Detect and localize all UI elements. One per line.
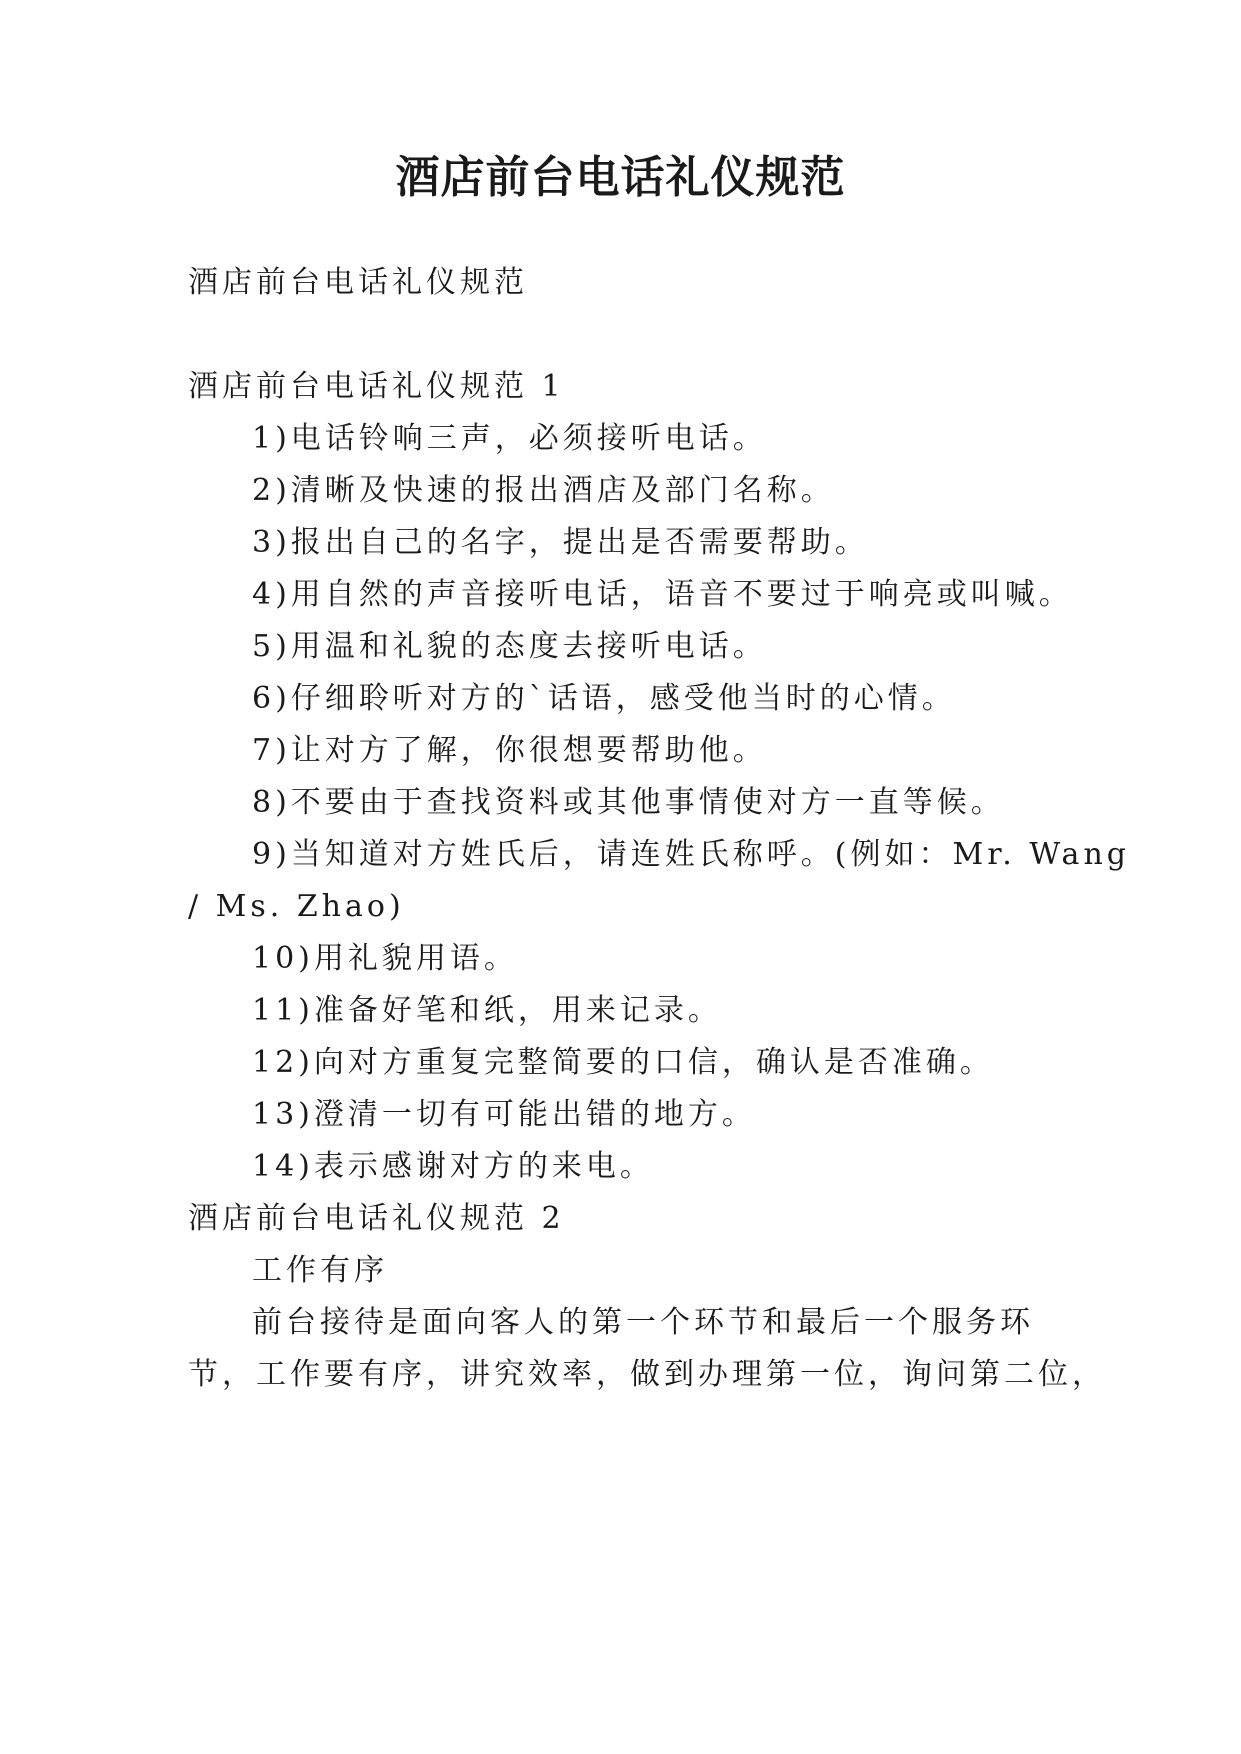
list-item: 11)准备好笔和纸，用来记录。 [252, 993, 722, 1028]
paragraph-line: 前台接待是面向客人的第一个环节和最后一个服务环 [252, 1305, 1034, 1340]
list-item: 9)当知道对方姓氏后，请连姓氏称呼。(例如：Mr. Wang [252, 837, 1130, 872]
section-heading-2: 酒店前台电话礼仪规范 2 [188, 1201, 565, 1236]
section-heading-1: 酒店前台电话礼仪规范 1 [188, 369, 565, 404]
list-item: 13)澄清一切有可能出错的地方。 [252, 1097, 756, 1132]
list-item-continuation: / Ms. Zhao) [188, 889, 405, 924]
document-title: 酒店前台电话礼仪规范 [395, 152, 846, 203]
list-item: 6)仔细聆听对方的`话语，感受他当时的心情。 [252, 681, 956, 716]
paragraph-line: 节，工作要有序，讲究效率，做到办理第一位，询问第二位， [188, 1357, 1106, 1392]
section-subheading: 工作有序 [252, 1253, 388, 1288]
list-item: 7)让对方了解，你很想要帮助他。 [252, 733, 767, 768]
list-item: 3)报出自己的名字，提出是否需要帮助。 [252, 525, 869, 560]
list-item: 1)电话铃响三声，必须接听电话。 [252, 421, 767, 456]
list-item: 2)清晰及快速的报出酒店及部门名称。 [252, 473, 835, 508]
list-item: 4)用自然的声音接听电话，语音不要过于响亮或叫喊。 [252, 577, 1073, 612]
list-item: 8)不要由于查找资料或其他事情使对方一直等候。 [252, 785, 1005, 820]
list-item: 5)用温和礼貌的态度去接听电话。 [252, 629, 767, 664]
document-subtitle: 酒店前台电话礼仪规范 [188, 265, 528, 300]
list-item: 12)向对方重复完整简要的口信，确认是否准确。 [252, 1045, 994, 1080]
list-item: 10)用礼貌用语。 [252, 941, 518, 976]
list-item: 14)表示感谢对方的来电。 [252, 1149, 654, 1184]
